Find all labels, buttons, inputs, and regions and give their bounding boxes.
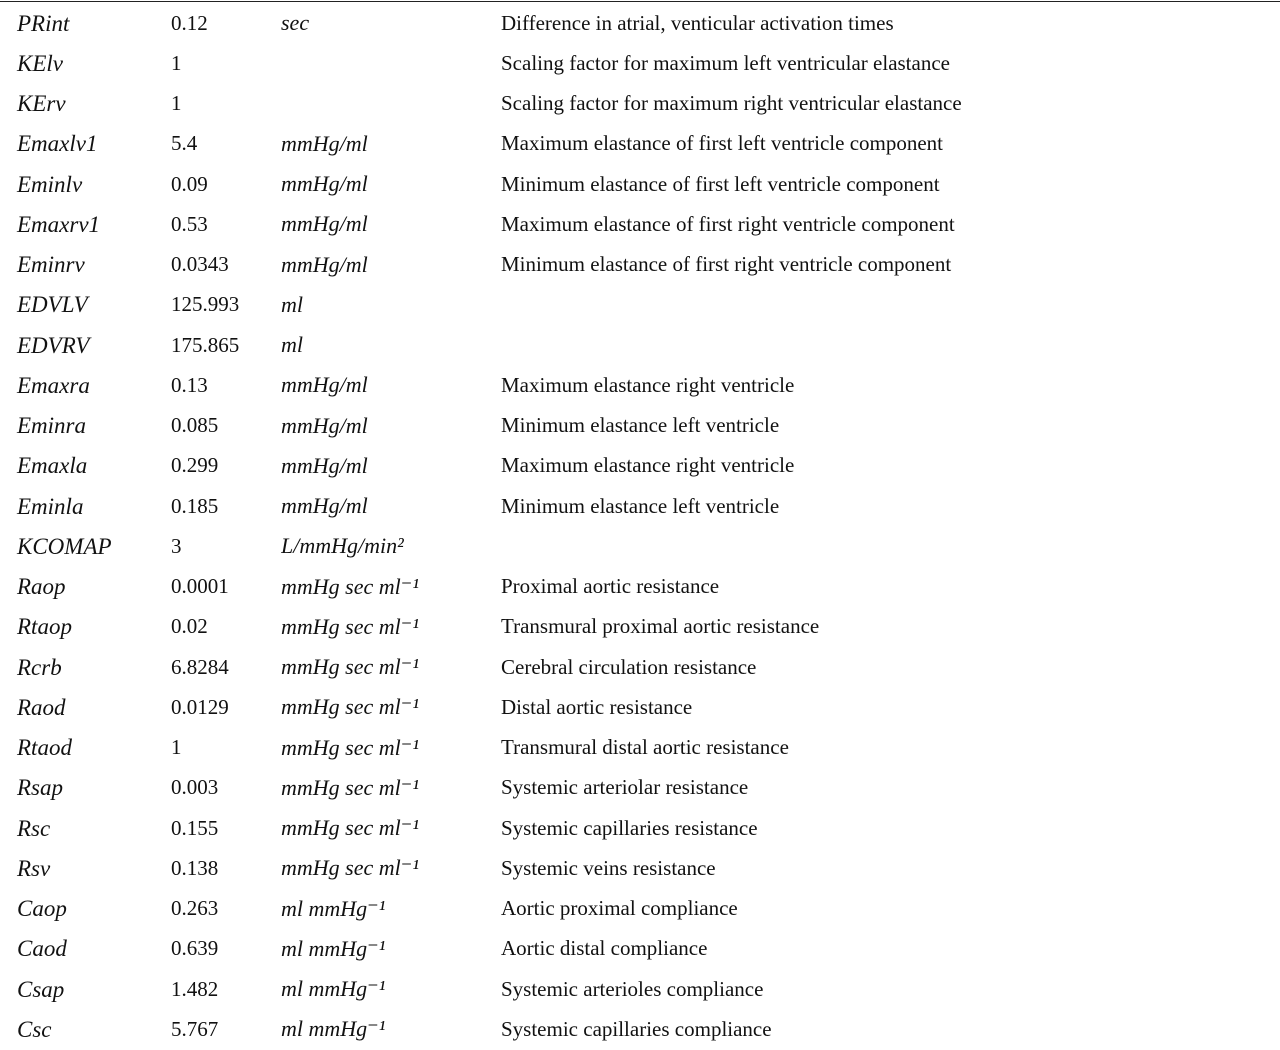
parameter-unit: mmHg sec ml⁻¹ xyxy=(281,654,419,680)
table-row xyxy=(0,124,1280,164)
parameter-value: 1 xyxy=(171,50,182,75)
table-row xyxy=(0,1009,1280,1049)
parameter-unit: mmHg sec ml⁻¹ xyxy=(281,613,419,639)
parameter-value: 3 xyxy=(171,533,182,558)
parameter-value: 5.4 xyxy=(171,131,198,156)
parameter-unit: mmHg/ml xyxy=(281,130,368,156)
parameter-symbol: Csap xyxy=(17,976,65,1002)
parameter-description: Minimum elastance of first right ventricle component xyxy=(501,252,952,277)
parameter-symbol: Caod xyxy=(17,936,67,962)
parameter-value: 0.003 xyxy=(171,775,219,800)
parameter-value: 0.085 xyxy=(171,413,219,438)
table-row xyxy=(0,889,1280,929)
parameter-symbol: Rtaop xyxy=(17,614,72,640)
parameter-value: 6.8284 xyxy=(171,654,229,679)
parameter-symbol: Rcrb xyxy=(17,654,62,680)
table-row xyxy=(0,728,1280,768)
table-row xyxy=(0,3,1280,43)
table-row xyxy=(0,406,1280,446)
parameter-unit: ml xyxy=(281,291,303,317)
parameter-symbol: EDVRV xyxy=(17,332,90,358)
table-row xyxy=(0,245,1280,285)
table-row xyxy=(0,969,1280,1009)
parameter-unit: ml mmHg⁻¹ xyxy=(281,1016,386,1042)
parameter-value: 0.263 xyxy=(171,896,219,921)
parameter-description: Systemic veins resistance xyxy=(501,855,716,880)
parameter-symbol: Rsc xyxy=(17,815,51,841)
parameter-description: Transmural distal aortic resistance xyxy=(501,735,789,760)
table-row xyxy=(0,446,1280,486)
table-top-rule xyxy=(0,1,1280,2)
parameter-description: Maximum elastance of first right ventricle component xyxy=(501,211,955,236)
parameter-unit: mmHg/ml xyxy=(281,452,368,478)
parameter-unit: mmHg sec ml⁻¹ xyxy=(281,734,419,760)
parameter-value: 0.0001 xyxy=(171,574,229,599)
parameter-unit: sec xyxy=(281,10,310,36)
parameter-unit: L/mmHg/min² xyxy=(281,533,404,559)
parameter-description: Systemic arteriolar resistance xyxy=(501,775,749,800)
parameter-table-body xyxy=(0,3,1280,1050)
parameter-description: Scaling factor for maximum left ventricular elastance xyxy=(501,50,950,75)
parameter-value: 0.02 xyxy=(171,614,208,639)
parameter-value: 0.155 xyxy=(171,815,219,840)
table-row xyxy=(0,526,1280,566)
parameter-unit: ml mmHg⁻¹ xyxy=(281,976,386,1002)
parameter-value: 0.09 xyxy=(171,171,208,196)
parameter-unit: ml mmHg⁻¹ xyxy=(281,935,386,961)
table-row xyxy=(0,687,1280,727)
parameter-unit: mmHg/ml xyxy=(281,171,368,197)
parameter-symbol: Rsap xyxy=(17,775,63,801)
parameter-value: 0.299 xyxy=(171,453,219,478)
parameter-unit: mmHg/ml xyxy=(281,211,368,237)
parameter-symbol: Raod xyxy=(17,694,66,720)
parameter-value: 0.53 xyxy=(171,211,208,236)
parameter-value: 0.185 xyxy=(171,493,219,518)
parameter-value: 175.865 xyxy=(171,332,240,357)
parameter-symbol: Rsv xyxy=(17,855,51,881)
parameter-description xyxy=(501,285,1280,325)
table-row xyxy=(0,768,1280,808)
parameter-value: 125.993 xyxy=(171,292,240,317)
parameter-value: 1.482 xyxy=(171,976,219,1001)
parameter-description: Difference in atrial, venticular activation times xyxy=(501,10,894,35)
parameter-description: Distal aortic resistance xyxy=(501,694,693,719)
parameter-description: Maximum elastance right ventricle xyxy=(501,372,795,397)
table-row xyxy=(0,607,1280,647)
parameter-description: Maximum elastance right ventricle xyxy=(501,453,795,478)
parameter-symbol: Eminla xyxy=(17,493,84,519)
parameter-symbol: Emaxlv1 xyxy=(17,131,98,157)
parameter-description: Scaling factor for maximum right ventricular elastance xyxy=(501,91,962,116)
parameter-symbol: KCOMAP xyxy=(17,533,112,559)
parameter-description: Aortic proximal compliance xyxy=(501,896,738,921)
table-row xyxy=(0,84,1280,124)
parameter-symbol: KErv xyxy=(17,91,66,117)
parameter-value: 0.12 xyxy=(171,10,208,35)
parameter-unit: mmHg/ml xyxy=(281,493,368,519)
parameter-description: Proximal aortic resistance xyxy=(501,574,720,599)
table-row xyxy=(0,929,1280,969)
table-row xyxy=(0,486,1280,526)
parameter-table xyxy=(0,3,1280,1050)
parameter-unit: mmHg sec ml⁻¹ xyxy=(281,815,419,841)
parameter-symbol: PRint xyxy=(17,10,70,36)
parameter-value: 0.0343 xyxy=(171,252,229,277)
parameter-symbol: Csc xyxy=(17,1016,52,1042)
parameter-description xyxy=(501,325,1280,365)
parameter-unit xyxy=(281,43,501,83)
table-row xyxy=(0,285,1280,325)
parameter-description: Minimum elastance of first left ventricle component xyxy=(501,171,940,196)
parameter-unit: mmHg sec ml⁻¹ xyxy=(281,774,419,800)
parameter-symbol: Eminrv xyxy=(17,252,85,278)
parameter-symbol: Raop xyxy=(17,574,66,600)
parameter-symbol: KElv xyxy=(17,50,63,76)
parameter-value: 1 xyxy=(171,735,182,760)
parameter-value: 0.13 xyxy=(171,372,208,397)
table-row xyxy=(0,43,1280,83)
table-row xyxy=(0,164,1280,204)
parameter-description: Transmural proximal aortic resistance xyxy=(501,614,820,639)
parameter-unit: mmHg sec ml⁻¹ xyxy=(281,573,419,599)
parameter-description: Systemic capillaries resistance xyxy=(501,815,758,840)
parameter-description: Systemic arterioles compliance xyxy=(501,976,764,1001)
table-row xyxy=(0,365,1280,405)
parameter-unit: mmHg sec ml⁻¹ xyxy=(281,855,419,881)
parameter-symbol: Rtaod xyxy=(17,735,72,761)
parameter-symbol: EDVLV xyxy=(17,292,88,318)
parameter-symbol: Emaxra xyxy=(17,372,90,398)
parameter-description: Cerebral circulation resistance xyxy=(501,654,757,679)
parameter-value: 5.767 xyxy=(171,1016,219,1041)
table-row xyxy=(0,325,1280,365)
parameter-unit: ml mmHg⁻¹ xyxy=(281,895,386,921)
table-row xyxy=(0,808,1280,848)
table-row xyxy=(0,567,1280,607)
parameter-unit: ml xyxy=(281,332,303,358)
parameter-value: 0.138 xyxy=(171,855,219,880)
parameter-value: 1 xyxy=(171,91,182,116)
parameter-symbol: Eminlv xyxy=(17,171,83,197)
parameter-description: Maximum elastance of first left ventricle component xyxy=(501,131,944,156)
parameter-unit: mmHg/ml xyxy=(281,251,368,277)
parameter-unit xyxy=(281,84,501,124)
parameter-unit: mmHg sec ml⁻¹ xyxy=(281,694,419,720)
table-row xyxy=(0,647,1280,687)
parameter-symbol: Emaxrv1 xyxy=(17,211,101,237)
parameter-unit: mmHg/ml xyxy=(281,412,368,438)
table-row xyxy=(0,848,1280,888)
parameter-description: Systemic capillaries compliance xyxy=(501,1016,772,1041)
parameter-value: 0.639 xyxy=(171,936,219,961)
parameter-symbol: Eminra xyxy=(17,413,86,439)
parameter-unit: mmHg/ml xyxy=(281,372,368,398)
parameter-value: 0.0129 xyxy=(171,694,229,719)
parameter-symbol: Emaxla xyxy=(17,453,88,479)
parameter-description: Minimum elastance left ventricle xyxy=(501,493,780,518)
parameter-description xyxy=(501,526,1280,566)
table-row xyxy=(0,204,1280,244)
parameter-description: Aortic distal compliance xyxy=(501,936,708,961)
parameter-description: Minimum elastance left ventricle xyxy=(501,413,780,438)
parameter-symbol: Caop xyxy=(17,896,67,922)
